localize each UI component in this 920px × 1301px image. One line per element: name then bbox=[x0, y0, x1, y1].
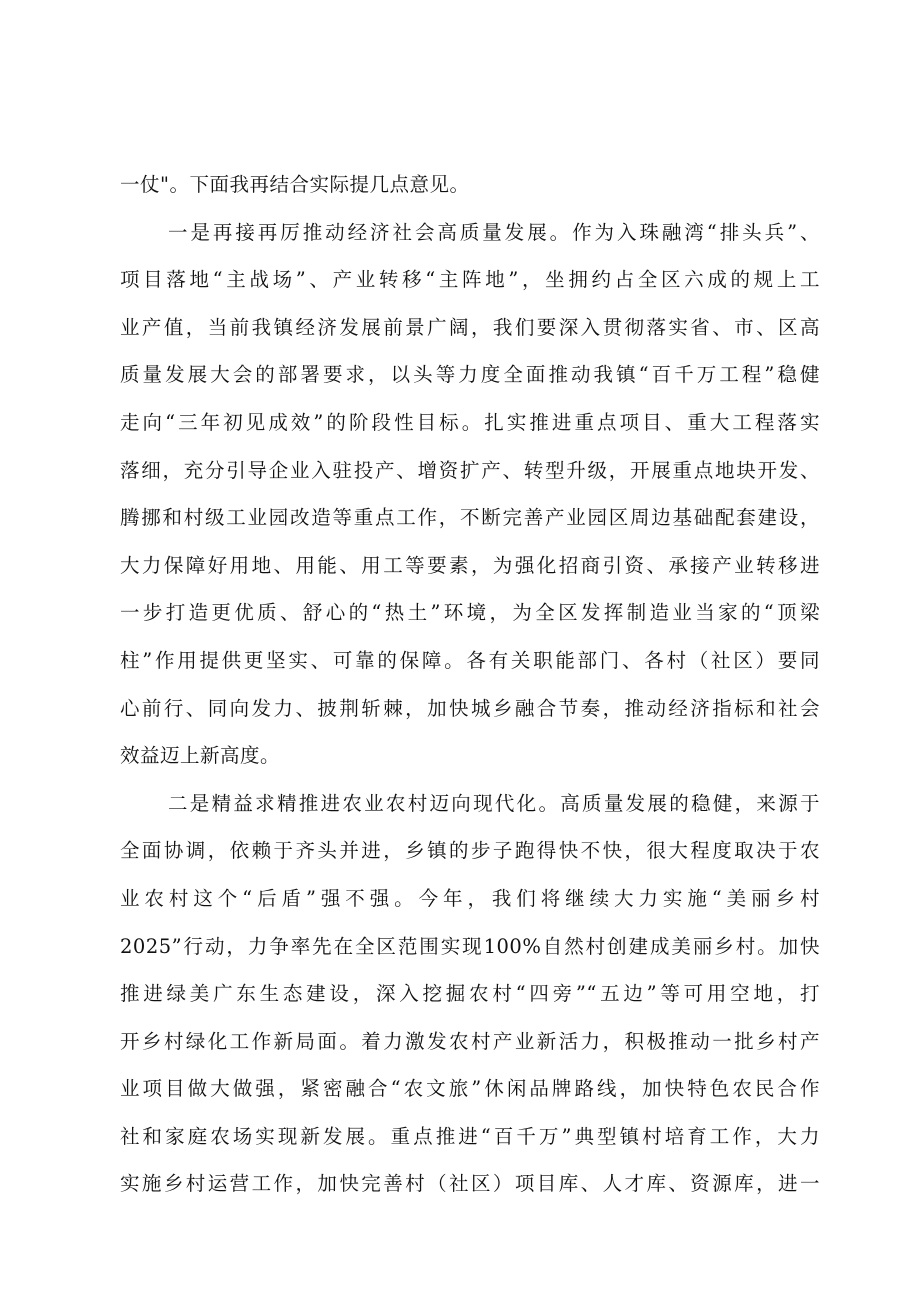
paragraph bbox=[120, 209, 820, 780]
text-line: 二是精益求精推进农业农村迈向现代化。高质量发展的稳健，来源于 bbox=[168, 791, 820, 815]
text-line: 质量发展大会的部署要求，以头等力度全面推动我镇“百千万工程”稳健 bbox=[120, 363, 820, 387]
text-line: 一步打造更优质、舒心的“热土”环境，为全区发挥制造业当家的“顶梁 bbox=[120, 601, 820, 625]
text-line: 全面协调，依赖于齐头并进，乡镇的步子跑得快不快，很大程度取决于农 bbox=[120, 839, 820, 863]
text-line: 开乡村绿化工作新局面。着力激发农村产业新活力，积极推动一批乡村产 bbox=[120, 1029, 820, 1053]
text-line: 业产值，当前我镇经济发展前景广阔，我们要深入贯彻落实省、市、区高 bbox=[120, 315, 820, 339]
document-body bbox=[120, 161, 820, 1208]
text-line: 一仗"。下面我再结合实际提几点意见。 bbox=[120, 173, 470, 196]
text-line: 推进绿美广东生态建设，深入挖掘农村“四旁”“五边”等可用空地，打 bbox=[120, 982, 820, 1006]
text-line: 效益迈上新高度。 bbox=[120, 744, 281, 768]
text-line: 项目落地“主战场”、产业转移“主阵地”，坐拥约占全区六成的规上工 bbox=[120, 268, 820, 292]
text-line: 大力保障好用地、用能、用工等要素，为强化招商引资、承接产业转移进 bbox=[120, 553, 820, 577]
text-line: 业项目做大做强，紧密融合“农文旅”休闲品牌路线，加快特色农民合作 bbox=[120, 1077, 820, 1101]
text-line: 实施乡村运营工作，加快完善村（社区）项目库、人才库、资源库，进一 bbox=[120, 1172, 820, 1196]
text-line: 心前行、同向发力、披荆斩棘，加快城乡融合节奏，推动经济指标和社会 bbox=[120, 696, 820, 720]
text-line: 一是再接再厉推动经济社会高质量发展。作为入珠融湾“排头兵”、 bbox=[168, 220, 820, 244]
text-line: 柱”作用提供更坚实、可靠的保障。各有关职能部门、各村（社区）要同 bbox=[120, 648, 820, 672]
text-line: 落细，充分引导企业入驻投产、增资扩产、转型升级，开展重点地块开发、 bbox=[120, 458, 820, 482]
text-line: 腾挪和村级工业园改造等重点工作，不断完善产业园区周边基础配套建设， bbox=[120, 506, 820, 530]
paragraph bbox=[120, 780, 820, 1208]
text-line: 业农村这个“后盾”强不强。今年，我们将继续大力实施“美丽乡村 bbox=[120, 886, 820, 910]
text-line: 社和家庭农场实现新发展。重点推进“百千万”典型镇村培育工作，大力 bbox=[120, 1124, 820, 1148]
text-line: 2025”行动，力争率先在全区范围实现100%自然村创建成美丽乡村。加快 bbox=[120, 934, 820, 958]
paragraph bbox=[120, 161, 820, 209]
text-line: 走向“三年初见成效”的阶段性目标。扎实推进重点项目、重大工程落实 bbox=[120, 410, 820, 434]
